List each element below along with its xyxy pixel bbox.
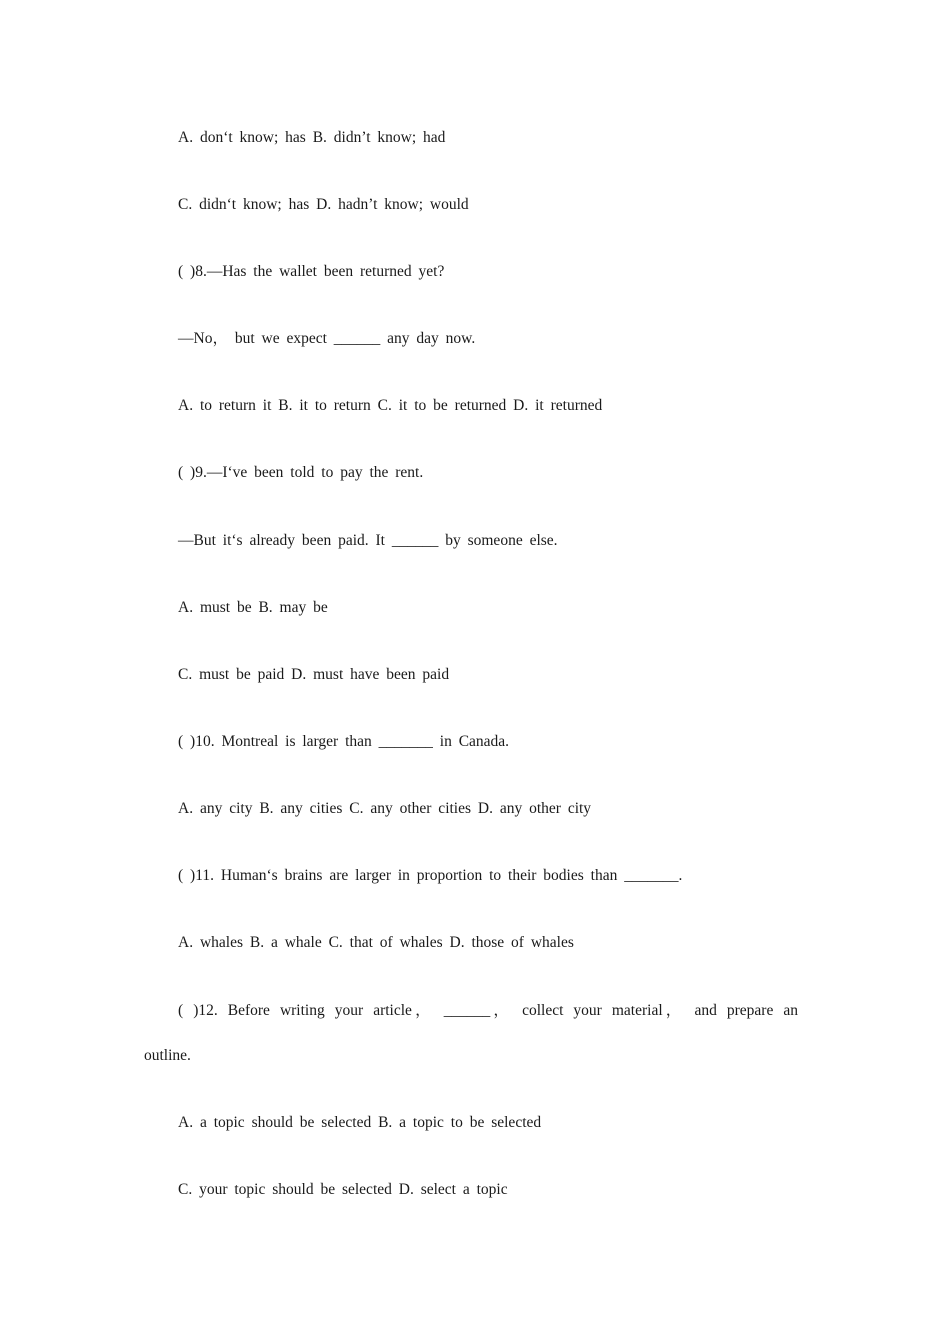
q11-question: ( )11. Human‘s brains are larger in proportion to their bodies than _______. xyxy=(178,867,683,884)
q12-question-continued: outline. xyxy=(144,1047,191,1064)
q8-options: A. to return it B. it to return C. it to be returned D. it returned xyxy=(178,397,603,414)
q8-question: ( )8.—Has the wallet been returned yet? xyxy=(178,263,445,280)
q12-question: ( )12. Before writing your article， ______， collect your material， and prepare an xyxy=(178,1002,798,1019)
q9-response: —But it‘s already been paid. It ______ by someone else. xyxy=(178,532,558,549)
q9-options-ab: A. must be B. may be xyxy=(178,599,328,616)
q8-response: —No， but we expect ______ any day now. xyxy=(178,330,476,347)
q7-options-ab: A. don‘t know; has B. didn’t know; had xyxy=(178,129,446,146)
q12-options-ab: A. a topic should be selected B. a topic to be selected xyxy=(178,1114,542,1131)
q10-options: A. any city B. any cities C. any other cities D. any other city xyxy=(178,800,592,817)
q12-options-cd: C. your topic should be selected D. select a topic xyxy=(178,1181,508,1198)
q9-question: ( )9.—I‘ve been told to pay the rent. xyxy=(178,464,424,481)
q9-options-cd: C. must be paid D. must have been paid xyxy=(178,666,450,683)
q10-question: ( )10. Montreal is larger than _______ in Canada. xyxy=(178,733,510,750)
q11-options: A. whales B. a whale C. that of whales D. those of whales xyxy=(178,934,574,951)
q7-options-cd: C. didn‘t know; has D. hadn’t know; would xyxy=(178,196,469,213)
